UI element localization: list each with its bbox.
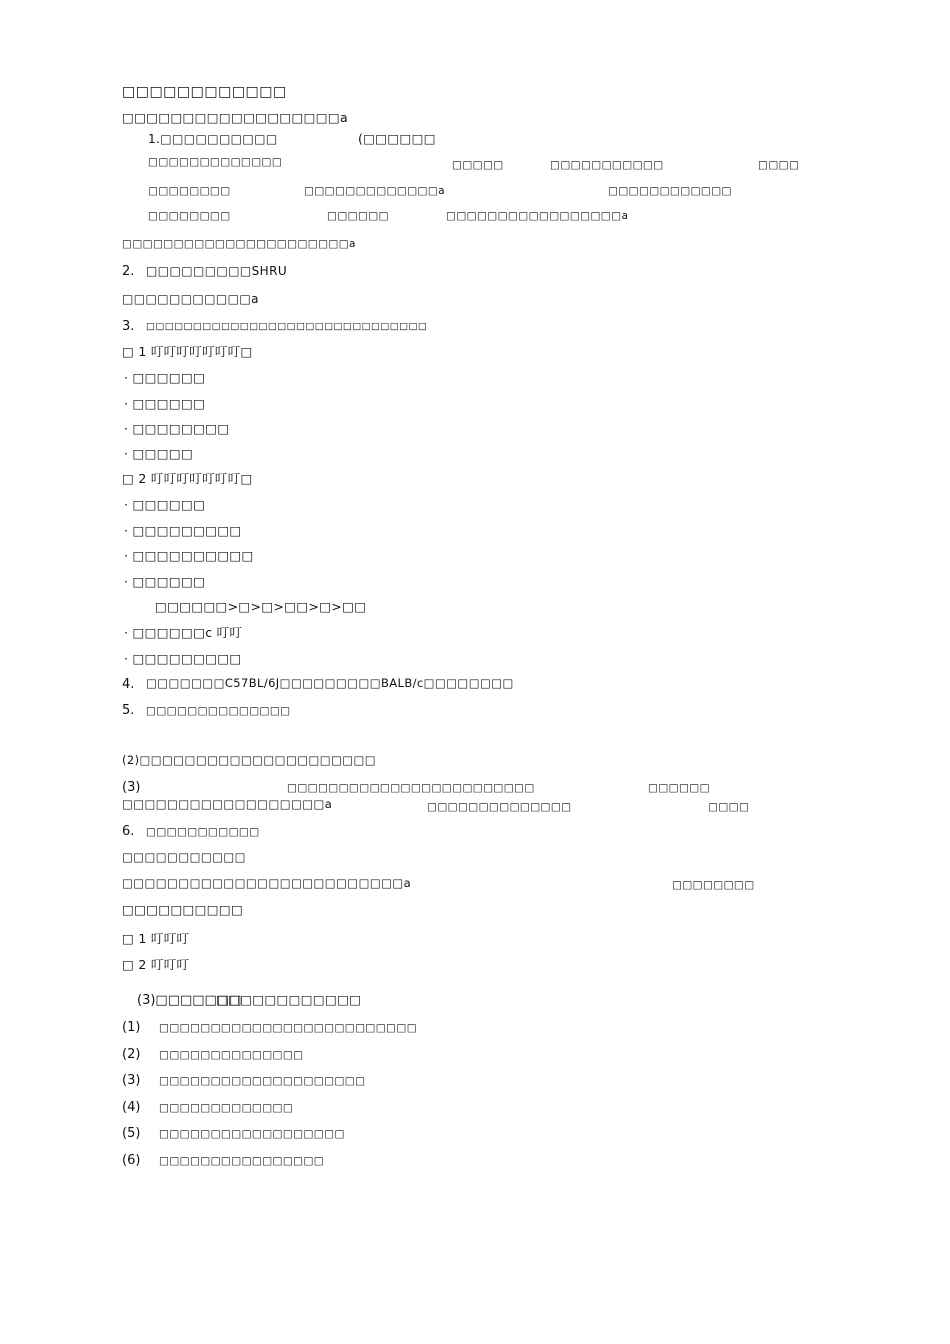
list-item-text: □□□□□□□□□SHRU [146,264,288,278]
bullet-item: · □□□□□□ [124,497,206,512]
list-number: (2) [122,1047,141,1062]
paragraph-text: □□□□□□□□ [672,879,755,891]
list-number: (3) [122,1073,141,1088]
paragraph-text: □□□□□□□□□□□□□ [148,156,283,168]
list-number: 2. [122,264,135,279]
list-item-text: □□□□□□□□□□□□□□□□□□ [159,1128,345,1140]
bullet-item: · □□□□□□c 叮叮 [124,625,243,640]
section-heading: □□□□□□□□□□□□ [216,992,362,1007]
paragraph-line: □□□□□□□□□□□a [122,292,259,306]
list-item-number: 1.□□□□□□□□□□ [148,132,278,146]
paragraph-text: □□□□□□ [327,210,389,222]
bullet-item: · □□□□□□□□□□ [124,548,254,563]
list-item-text: □□□□□□□□□□□□□□□□ [159,1155,325,1167]
paragraph-text: (□□□□□□ [358,131,436,146]
paragraph-line: □□□□□□□□□□ [122,902,244,917]
list-number: (5) [122,1126,141,1141]
paragraph-text: □□□□□□□□□□□□□a [304,185,446,197]
paragraph-text: □□□□□□□□□□□ [550,159,664,171]
bullet-item: · □□□□□ [124,446,194,461]
bullet-item: · □□□□□□ [124,370,206,385]
list-number: (1) [122,1020,141,1035]
list-item-text: □□□□□□□□□□□□□□ [146,705,291,717]
list-item-text: □□□□□□□□□□□□□□ [159,1049,304,1061]
paragraph-text: □□□□□□□□□□□□□□□□□□□□□□□□ [287,782,535,794]
paragraph-line: (2)□□□□□□□□□□□□□□□□□□□□□ [122,753,377,767]
paragraph-text: □□□□□□□□□□□□□□□□□a [446,210,629,222]
paragraph-text: □□□□ [708,801,750,813]
paragraph-text: □□□□□ [452,159,504,171]
paragraph-text: □□□□□□□□□□□□□□□□□□□□□□□□□a [122,876,412,890]
paragraph-text: □□□□□□□□□□□□□□□□□□a [122,797,333,811]
paragraph-text: □□□□ [758,159,800,171]
group-heading: □ 1 叮叮叮叮叮叮叮□ [122,344,253,359]
list-number: (3) [122,780,141,795]
list-number: 6. [122,824,135,839]
list-number: (4) [122,1100,141,1115]
list-number: 3. [122,319,135,334]
bullet-item: · □□□□□□□□□ [124,523,242,538]
group-heading: □ 2 叮叮叮 [122,957,190,972]
paragraph-text: □□□□□□□□□□□□ [608,185,732,197]
paragraph-line: □□□□□□□□□□□□□□□□□□□□□□a [122,238,356,250]
group-heading: □ 1 叮叮叮 [122,931,190,946]
list-number: 4. [122,677,135,692]
paragraph-text: □□□□□□□□ [148,210,231,222]
sequence-line: □□□□□□>□>□>□□>□>□□ [155,599,367,614]
paragraph-line: □□□□□□□□□□□ [122,850,246,864]
list-item-text: □□□□□□□□□□□□□□□□□□□□□□□□□□□□□□ [146,321,428,332]
paragraph-text: □□□□□□□□□□□□□□ [427,801,572,813]
list-item-text: □□□□□□□□□□□□□□□□□□□□□□□□□ [159,1022,418,1034]
bullet-item: · □□□□□□ [124,396,206,411]
bullet-item: · □□□□□□ [124,574,206,589]
list-item-text: □□□□□□□□□□□ [146,826,260,838]
list-item-text: □□□□□□□□□□□□□□□□□□□□ [159,1075,366,1087]
group-heading: □ 2 叮叮叮叮叮叮叮□ [122,471,253,486]
bullet-item: · □□□□□□□□□ [124,651,242,666]
list-number: (6) [122,1153,141,1168]
paragraph-text: □□□□□□□□ [148,185,231,197]
list-item-text: □□□□□□□□□□□□□ [159,1102,294,1114]
doc-title: □□□□□□□□□□□□ [122,84,287,100]
paragraph-line: □□□□□□□□□□□□□□□□□□a [122,110,348,125]
list-item-text: □□□□□□□C57BL/6J□□□□□□□□□BALB/c□□□□□□□□ [146,676,514,690]
list-number: 5. [122,703,135,718]
paragraph-text: □□□□□□ [648,782,710,794]
bullet-item: · □□□□□□□□ [124,421,230,436]
section-heading-number: (3)□□□□□□□ [137,993,242,1008]
